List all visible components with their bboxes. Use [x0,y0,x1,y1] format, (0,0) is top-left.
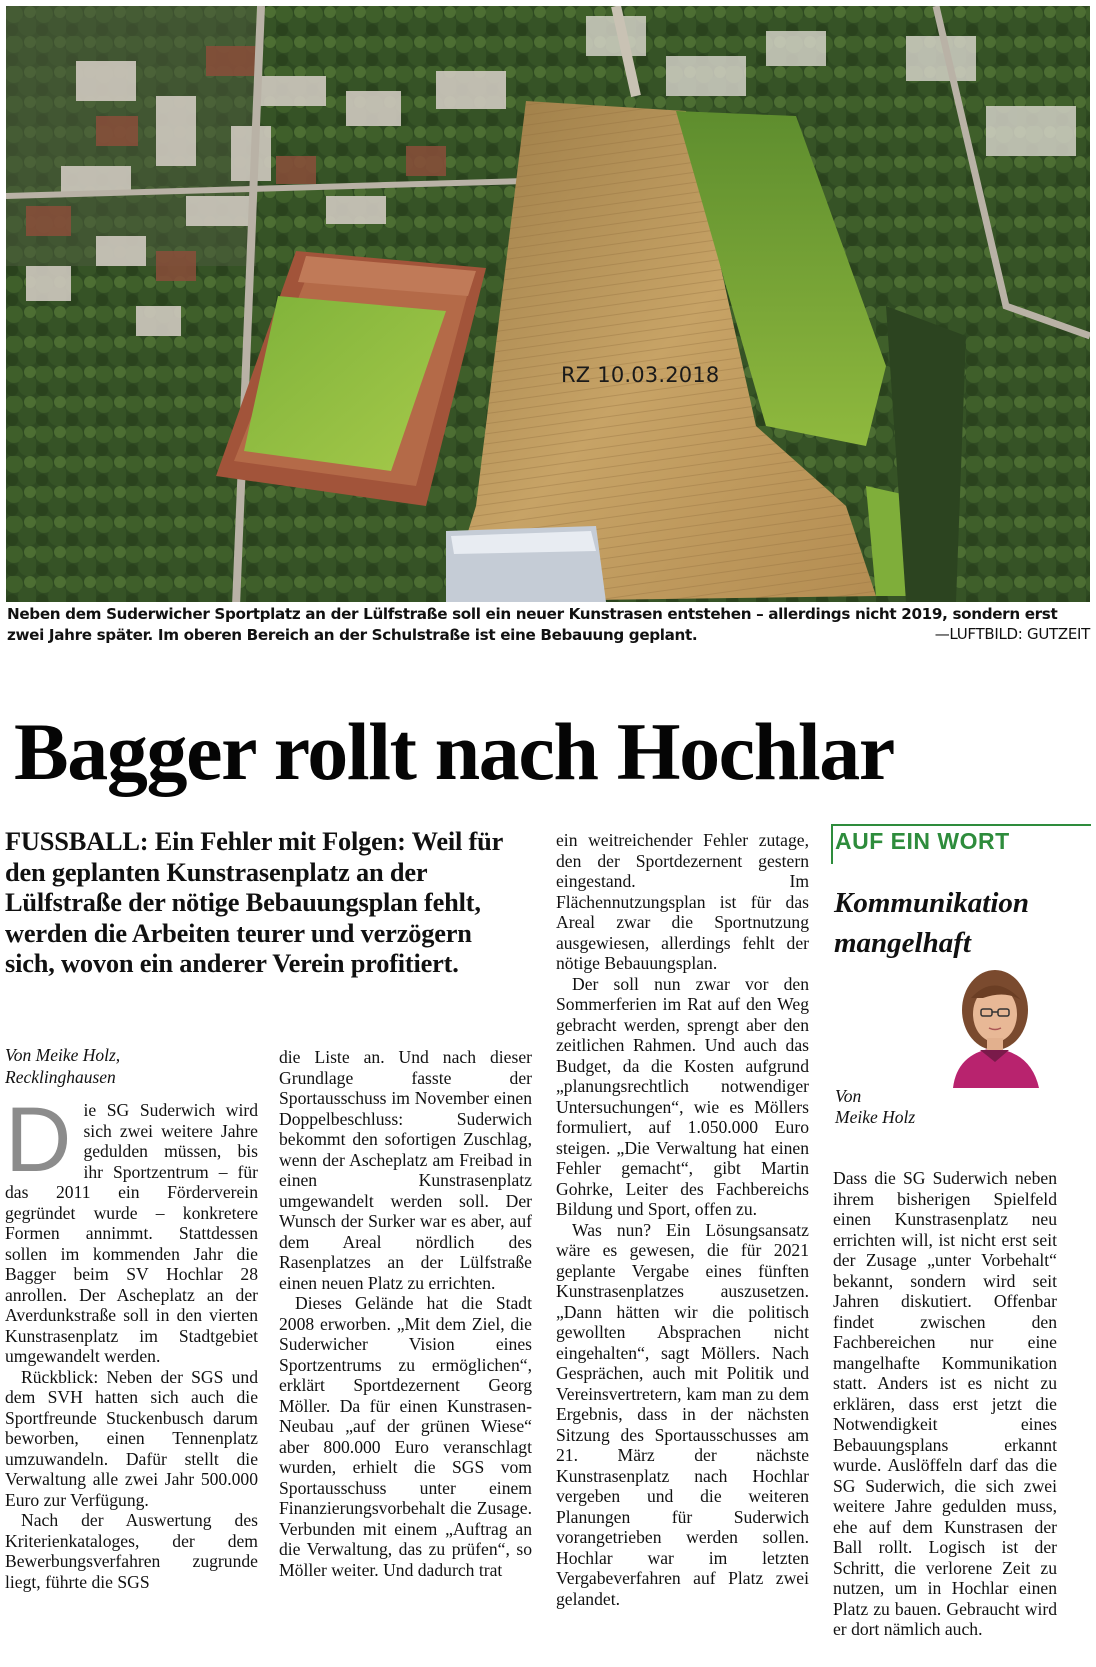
photo-caption: Neben dem Suderwicher Sportplatz an der Lülfstraße soll ein neuer Kunstrasen entstehen – allerdings nicht 2019, sondern erst zwei Jahre später. Im oberen Bereich an der Schulstraße ist eine Bebauung geplant. [7,605,1058,644]
article-column-1 [5,1089,258,1592]
sidebar-rule [831,824,1091,826]
paragraph: Der soll nun zwar vor den Sommerferien im Rat auf den Weg gebracht werden, sprengt aber den zeitlichen Rahmen. Und auch das Budget, da die Kosten aufgrund „planungsrechtlich notwendiger Untersuchungen“, wie es Möllers formuliert, auf 1.050.000 Euro steigen. „Die Verwaltung hat einen Fehler gemacht“, gibt Martin Gohrke, Leiter des Fachbereichs Bildung und Sport, offen zu. [556,973,809,1219]
sidebar-author-name: Meike Holz [835,1107,916,1127]
byline-location: Recklinghausen [5,1067,116,1087]
author-portrait [935,962,1056,1088]
sidebar-divider [831,824,833,864]
sidebar-label: AUF EIN WORT [835,828,1010,854]
paragraph: Nach der Auswertung des Kriterienkataloges, der dem Bewerbungsverfahren zugrunde liegt, führte die SGS [5,1510,258,1592]
paragraph: Die SG Suderwich wird sich zwei weitere Jahre gedulden müssen, bis ihr Sportzentrum – für das 2011 ein Förderverein gegründet wurde – konkretere Formen annimmt. Stattdessen sollen im kommenden Jahr die Bagger beim SV Hochlar 28 anrollen. Der Ascheplatz an der Averdunkstraße soll in den vierten Kunstrasenplatz im Stadtgebiet umgewandelt werden. [5,1089,258,1366]
byline [5,1044,120,1088]
paragraph: Dass die SG Suderwich neben ihrem bisherigen Spielfeld einen Kunstrasenplatz neu errichten will, ist nicht erst seit der Zusage „unter Vorbehalt“ bekannt, sondern wird seit Jahren diskutiert. Offenbar findet zwischen den Fachbereichen nur eine mangelhafte Kommunikation statt. Anders ist es nicht zu erklären, dass erst jetzt die Notwendigkeit eines Bebauungsplans erkannt wurde. Auslöffeln darf das die SG Suderwich, die sich zwei weitere Jahre gedulden muss, ehe auf dem Kunstrasen der Ball rollt. Logisch ist der Schritt, die verlorene Zeit zu nutzen, um in Hochlar einen Platz zu bauen. Gebraucht wird er dort nämlich auch. [833,1168,1057,1639]
headline: Bagger rollt nach Hochlar [14,706,894,797]
aerial-photo [6,6,1090,602]
sidebar-author [835,1086,915,1128]
article-column-3 [556,830,809,1609]
paragraph: die Liste an. Und nach dieser Grundlage fasste der Sportausschuss im November einen Doppelbeschluss: Suderwich bekommt den sofortigen Zuschlag, wenn der Ascheplatz am Freibad in einen Kunstrasenplatz umgewandelt werden soll. Der Wunsch der Surker war es aber, auf dem Areal nördlich des Rasenplatzes an der Lülfstraße einen neuen Platz zu errichten. [279,1047,532,1293]
article-column-2 [279,1047,532,1580]
sidebar-title: Kommunikation mangelhaft [834,887,1030,959]
paragraph: Rückblick: Neben der SGS und dem SVH hatten sich auch die Sportfreunde Stuckenbusch darum beworben, einen Tennenplatz umzuwandeln. Dafür stellt die Verwaltung alle zwei Jahr 500.000 Euro zur Verfügung. [5,1366,258,1510]
photo-credit: —LUFTBILD: GUTZEIT [934,625,1090,643]
sidebar-author-prefix: Von [835,1086,862,1106]
paragraph: ein weitreichender Fehler zutage, den der Sportdezernent gestern eingestand. Im Flächennutzungsplan ist für das Areal zwar die Sportnutzung ausgewiesen, allerdings fehlt der nötige Bebauungsplan. [556,830,809,973]
dropcap: D [5,1089,72,1191]
paragraph: Was nun? Ein Lösungsansatz wäre es gewesen, die für 2021 geplante Vergabe eines fünften Kunstrasenplatzes auszusetzen. „Dann hätten wir die politisch gewollten Absprachen nicht eingehalten“, sagt Möllers. Nach Gesprächen, auch mit Politik und Vereinsvertretern, kam man zu dem Ergebnis, dass in der nächsten Sitzung des Sportausschusses am 21. März der nächste Kunstrasenplatz nach Hochlar vergeben und die weiteren Planungen für Suderwich vorangetrieben werden sollen. Hochlar war im letzten Vergabeverfahren auf Platz zwei gelandet. [556,1219,809,1609]
date-stamp: RZ 10.03.2018 [561,363,720,387]
byline-author: Von Meike Holz, [5,1045,121,1065]
sidebar-body [833,1168,1057,1640]
paragraph: Dieses Gelände hat die Stadt 2008 erworben. „Mit dem Ziel, die Suderwicher Vision eines Sportzentrums zu ermöglichen“, erklärt Sportdezernent Georg Möller. Da für einen Kunstrasen-Neubau „auf der grünen Wiese“ aber 800.000 Euro veranschlagt wurden, erhielt die SGS vom Sportausschuss unter einem Finanzierungsvorbehalt die Zusage. Verbunden mit einem „Auftrag an die Verwaltung, das zu prüfen“, so Möller weiter. Und dadurch trat [279,1293,532,1580]
article-deck: FUSSBALL: Ein Fehler mit Folgen: Weil für den geplanten Kunstrasenplatz an der Lülfstraße der nötige Bebauungsplan fehlt, werden die Arbeiten teurer und verzögern sich, wovon ein anderer Verein profitiert. [5,826,503,978]
